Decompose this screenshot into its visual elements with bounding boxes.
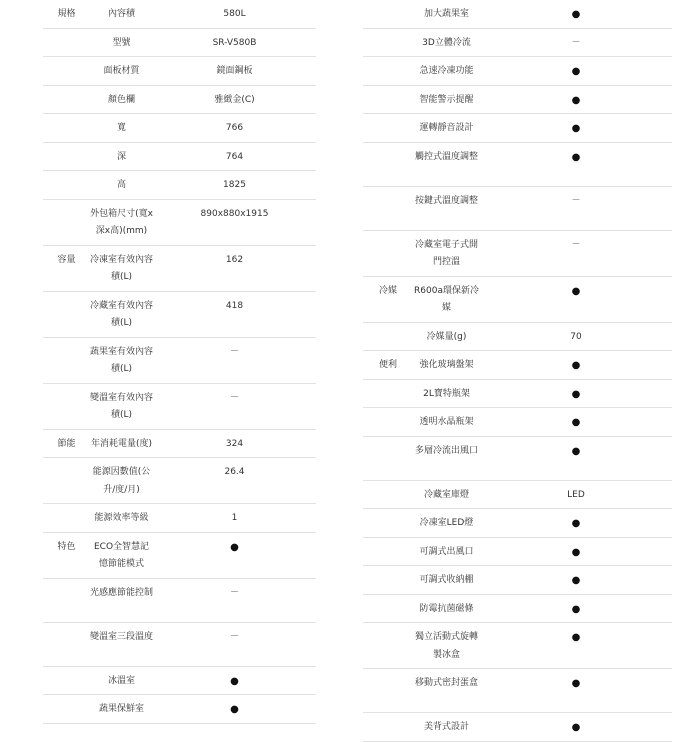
spec-label: 蔬果室有效內容積(L): [90, 346, 154, 374]
spec-value-cell: [153, 171, 316, 200]
table-row: [363, 276, 672, 322]
bullet-icon: ●: [571, 632, 581, 643]
table-row: [363, 537, 672, 566]
bullet-icon: ●: [571, 94, 581, 106]
spec-value-cell: [480, 566, 672, 595]
spec-label-cell: [413, 0, 480, 28]
spec-label: 美背式設計: [423, 722, 469, 732]
table-row: [363, 623, 672, 669]
spec-value: －: [571, 37, 581, 48]
table-row: [43, 28, 316, 57]
spec-value: 580L: [223, 9, 246, 19]
category-cell: [363, 509, 413, 538]
category-label: 特色: [43, 532, 90, 578]
table-row: [363, 594, 672, 623]
bullet-icon: ●: [571, 123, 581, 134]
category-cell: [363, 480, 413, 509]
spec-value-cell: [480, 276, 672, 322]
spec-table-left: [43, 0, 316, 724]
table-row: [363, 713, 672, 742]
spec-label: 變溫室有效內容積(L): [90, 392, 154, 420]
category-label: 節能: [43, 429, 90, 458]
table-row: [43, 504, 316, 533]
table-row: [363, 0, 672, 28]
spec-value-cell: [153, 114, 316, 143]
bullet-icon: ●: [571, 9, 581, 20]
spec-label-cell: [90, 245, 153, 291]
bullet-icon: ●: [571, 678, 581, 689]
spec-label-cell: [413, 322, 480, 351]
spec-label: 冷藏室電子式開門控溫: [414, 239, 478, 267]
spec-label-cell: [90, 85, 153, 114]
spec-value-cell: [480, 480, 672, 509]
spec-value-cell: [153, 245, 316, 291]
spec-label: 型號: [112, 37, 131, 48]
bullet-icon: ●: [571, 546, 581, 558]
spec-label: 冷凍室LED燈: [419, 518, 474, 528]
category-cell: [363, 408, 413, 437]
bullet-icon: ●: [571, 360, 581, 371]
spec-label: 面板材質: [103, 66, 140, 76]
table-row: [363, 85, 672, 114]
spec-value: 雅緻金(C): [214, 94, 255, 105]
spec-label: 獨立活動式旋轉製冰盒: [414, 632, 478, 660]
spec-value-cell: [153, 291, 316, 337]
spec-label: 移動式密封蛋盒: [414, 678, 478, 688]
table-row: [363, 480, 672, 509]
spec-label: 3D立體冷流: [422, 37, 471, 48]
table-row: [43, 114, 316, 143]
table-row: [43, 142, 316, 171]
spec-label-cell: [90, 57, 153, 86]
bullet-icon: ●: [571, 151, 581, 163]
table-row: [43, 85, 316, 114]
category-cell: [363, 230, 413, 276]
bullet-icon: ●: [571, 575, 581, 586]
spec-label: 顏色欄: [107, 94, 135, 105]
table-row: [363, 322, 672, 351]
spec-value-cell: [480, 186, 672, 230]
spec-label: 蔬果保鮮室: [98, 704, 144, 714]
spec-value: －: [229, 346, 239, 357]
table-row: [43, 337, 316, 383]
category-cell: [363, 85, 413, 114]
spec-label-cell: [413, 713, 480, 742]
category-label: 規格: [43, 0, 90, 28]
spec-value: SR-V580B: [212, 37, 257, 48]
category-cell: [43, 458, 90, 504]
spec-value: 1825: [223, 180, 246, 190]
spec-value-cell: [480, 623, 672, 669]
spec-label-cell: [90, 458, 153, 504]
category-cell: [43, 504, 90, 533]
table-row: [43, 0, 316, 28]
spec-label: 冷藏室庫燈: [423, 489, 469, 500]
spec-value-cell: [153, 578, 316, 622]
spec-label-cell: [413, 537, 480, 566]
spec-value-cell: [153, 504, 316, 533]
spec-label: 光感應節能控制: [90, 587, 154, 598]
spec-value-cell: [153, 429, 316, 458]
category-cell: [363, 142, 413, 186]
category-cell: [363, 713, 413, 742]
spec-value-cell: [153, 383, 316, 429]
spec-value: －: [229, 587, 239, 598]
spec-value-cell: [153, 85, 316, 114]
spec-label: 透明水晶瓶架: [419, 417, 474, 427]
spec-value-cell: [153, 695, 316, 724]
spec-value-cell: [480, 408, 672, 437]
category-cell: [363, 0, 413, 28]
spec-label-cell: [413, 114, 480, 143]
spec-label-cell: [413, 566, 480, 595]
spec-value-cell: [480, 114, 672, 143]
spec-label-cell: [413, 351, 480, 380]
table-row: [43, 383, 316, 429]
spec-label-cell: [90, 622, 153, 666]
spec-value-cell: [480, 322, 672, 351]
bullet-icon: ●: [571, 66, 581, 77]
spec-value-cell: [153, 57, 316, 86]
category-cell: [363, 322, 413, 351]
spec-label: 冷媒量(g): [426, 331, 467, 342]
category-cell: [363, 436, 413, 480]
spec-label-cell: [90, 504, 153, 533]
table-row: [363, 351, 672, 380]
spec-value-cell: [480, 230, 672, 276]
spec-label: 年消耗電量(度): [90, 438, 153, 449]
spec-label: 急速冷凍功能: [419, 66, 474, 76]
spec-value: 764: [225, 151, 244, 162]
spec-label-cell: [413, 276, 480, 322]
spec-value: 890x880x1915: [200, 208, 269, 219]
table-row: [43, 57, 316, 86]
spec-label-cell: [90, 114, 153, 143]
spec-value: 1: [231, 513, 238, 523]
spec-label: 高: [116, 180, 126, 190]
category-cell: [43, 57, 90, 86]
table-row: [363, 408, 672, 437]
spec-value: 418: [225, 300, 244, 311]
spec-label: 能源因數值(公升/度/月): [92, 467, 151, 495]
spec-value-cell: [480, 0, 672, 28]
table-row: [363, 669, 672, 713]
spec-label-cell: [413, 408, 480, 437]
spec-label: 智能警示提醒: [419, 94, 474, 105]
spec-value-cell: [480, 142, 672, 186]
table-row: [43, 458, 316, 504]
spec-label: 能源效率等級: [94, 513, 149, 523]
category-cell: [363, 28, 413, 57]
table-row: [43, 245, 316, 291]
spec-value-cell: [480, 436, 672, 480]
spec-label-cell: [413, 623, 480, 669]
spec-label-cell: [90, 0, 153, 28]
table-row: [43, 429, 316, 458]
table-row: [43, 622, 316, 666]
bullet-icon: ●: [571, 285, 581, 297]
spec-value-cell: [480, 57, 672, 86]
spec-label: 變溫室三段溫度: [90, 631, 154, 642]
spec-value: 766: [225, 123, 244, 133]
category-cell: [363, 537, 413, 566]
spec-label-cell: [90, 666, 153, 695]
spec-value: 162: [225, 254, 244, 265]
spec-label: 2L寶特瓶架: [423, 388, 470, 399]
bullet-icon: ●: [571, 388, 581, 400]
spec-label: 冷凍室有效內容積(L): [90, 254, 154, 282]
spec-table-right: [363, 0, 672, 742]
spec-value-cell: [153, 458, 316, 504]
table-row: [363, 566, 672, 595]
spec-value-cell: [153, 28, 316, 57]
spec-label: 多層冷流出風口: [414, 445, 478, 456]
category-cell: [43, 695, 90, 724]
category-cell: [43, 142, 90, 171]
spec-value: －: [229, 631, 239, 642]
spec-value: LED: [567, 489, 585, 500]
category-cell: [363, 186, 413, 230]
spec-value: 26.4: [224, 467, 245, 477]
category-cell: [43, 28, 90, 57]
category-cell: [43, 199, 90, 245]
spec-value-cell: [480, 28, 672, 57]
spec-label-cell: [413, 142, 480, 186]
table-row: [43, 291, 316, 337]
category-cell: [43, 85, 90, 114]
category-cell: [43, 114, 90, 143]
table-row: [363, 114, 672, 143]
spec-value-cell: [480, 669, 672, 713]
spec-label: 冷藏室有效內容積(L): [90, 300, 154, 328]
table-row: [363, 436, 672, 480]
spec-label-cell: [90, 28, 153, 57]
bullet-icon: ●: [230, 704, 239, 715]
spec-value-cell: [480, 537, 672, 566]
table-row: [363, 57, 672, 86]
category-cell: [363, 566, 413, 595]
spec-label: 防霉抗菌磁條: [419, 603, 474, 614]
spec-value-cell: [153, 337, 316, 383]
bullet-icon: ●: [571, 603, 581, 615]
spec-label-cell: [413, 85, 480, 114]
spec-value-cell: [153, 0, 316, 28]
category-cell: [363, 594, 413, 623]
spec-label-cell: [90, 578, 153, 622]
spec-label-cell: [413, 230, 480, 276]
spec-label-cell: [413, 379, 480, 408]
spec-value: 70: [570, 331, 582, 342]
category-cell: [43, 578, 90, 622]
spec-label: 運轉靜音設計: [419, 123, 474, 133]
spec-label: 內容積: [107, 9, 135, 19]
spec-label-cell: [413, 594, 480, 623]
spec-value: －: [229, 392, 239, 403]
spec-label: 加大蔬果室: [423, 9, 469, 19]
spec-label: 深: [116, 151, 126, 162]
category-cell: [43, 291, 90, 337]
spec-label: 寬: [116, 123, 126, 133]
spec-label: 觸控式溫度調整: [414, 151, 478, 162]
spec-label-cell: [90, 171, 153, 200]
category-cell: [43, 622, 90, 666]
bullet-icon: ●: [230, 541, 239, 553]
spec-label-cell: [90, 532, 153, 578]
spec-label: 可調式收納棚: [419, 575, 474, 585]
spec-label-cell: [90, 695, 153, 724]
spec-label-cell: [413, 436, 480, 480]
spec-value: 鏡面鋼板: [216, 66, 253, 76]
spec-value-cell: [480, 509, 672, 538]
category-cell: [43, 337, 90, 383]
bullet-icon: ●: [571, 722, 581, 733]
spec-label-cell: [90, 429, 153, 458]
spec-label: R600a環保新冷媒: [414, 285, 479, 313]
table-row: [43, 666, 316, 695]
table-row: [363, 379, 672, 408]
spec-label: 冰溫室: [107, 675, 135, 686]
spec-value-cell: [480, 379, 672, 408]
table-row: [43, 171, 316, 200]
category-cell: [43, 383, 90, 429]
table-row: [363, 230, 672, 276]
spec-label-cell: [90, 199, 153, 245]
category-cell: [363, 379, 413, 408]
table-row: [43, 199, 316, 245]
spec-label-cell: [90, 383, 153, 429]
table-row: [363, 142, 672, 186]
category-cell: [363, 669, 413, 713]
category-cell: [43, 666, 90, 695]
table-row: [363, 28, 672, 57]
spec-label-cell: [90, 337, 153, 383]
category-cell: [43, 171, 90, 200]
spec-label-cell: [90, 291, 153, 337]
spec-value-cell: [153, 199, 316, 245]
bullet-icon: ●: [230, 675, 239, 687]
spec-value: 324: [225, 438, 244, 449]
spec-value: －: [571, 195, 581, 206]
spec-value-cell: [480, 713, 672, 742]
spec-label-cell: [413, 509, 480, 538]
table-row: [43, 532, 316, 578]
spec-label-cell: [413, 480, 480, 509]
spec-value-cell: [153, 532, 316, 578]
spec-label: 可調式出風口: [419, 546, 474, 557]
spec-label: ECO全智慧記憶節能模式: [93, 541, 150, 569]
spec-label-cell: [90, 142, 153, 171]
spec-value-cell: [480, 85, 672, 114]
spec-label-cell: [413, 57, 480, 86]
table-row: [363, 509, 672, 538]
bullet-icon: ●: [571, 417, 581, 428]
category-cell: [363, 114, 413, 143]
spec-label-cell: [413, 186, 480, 230]
spec-label: 強化玻璃盤架: [419, 360, 474, 370]
category-label: 冷媒: [363, 276, 413, 322]
spec-value-cell: [480, 351, 672, 380]
table-row: [43, 695, 316, 724]
spec-value: －: [571, 239, 581, 250]
spec-value-cell: [153, 666, 316, 695]
category-label: 容量: [43, 245, 90, 291]
spec-value-cell: [480, 594, 672, 623]
table-row: [363, 186, 672, 230]
category-label: 便利: [363, 351, 413, 380]
spec-label-cell: [413, 669, 480, 713]
bullet-icon: ●: [571, 518, 581, 529]
table-row: [43, 578, 316, 622]
spec-value-cell: [153, 142, 316, 171]
bullet-icon: ●: [571, 445, 581, 457]
spec-label: 按鍵式溫度調整: [414, 195, 478, 206]
spec-value-cell: [153, 622, 316, 666]
spec-label-cell: [413, 28, 480, 57]
category-cell: [363, 623, 413, 669]
category-cell: [363, 57, 413, 86]
spec-label: 外包箱尺寸(寬x深x高)(mm): [90, 208, 153, 236]
